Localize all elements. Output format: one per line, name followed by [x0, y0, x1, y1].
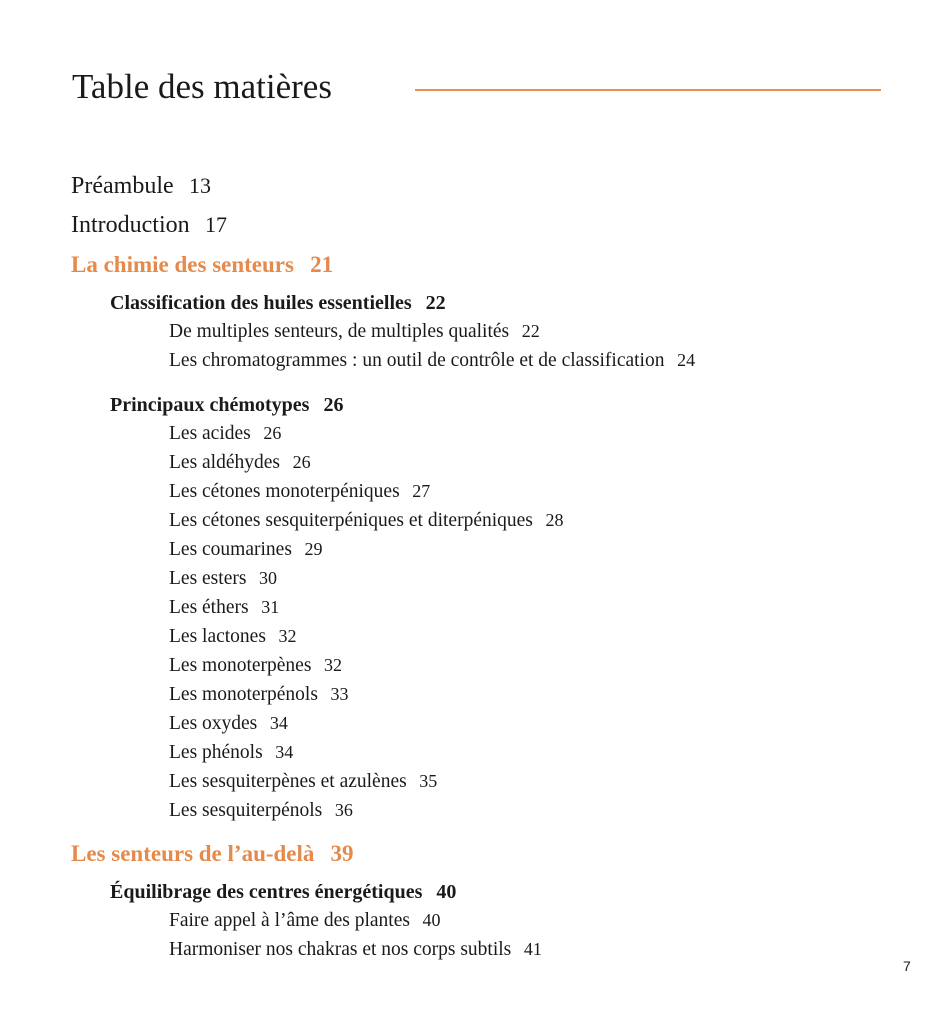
- toc-page-number: 35: [419, 771, 438, 791]
- toc-section[interactable]: [169, 511, 563, 531]
- toc-section[interactable]: [169, 598, 279, 618]
- toc-section[interactable]: [169, 424, 281, 444]
- toc-entry-preambule[interactable]: [71, 174, 211, 198]
- toc-section-label: Les cétones sesquiterpéniques et diterpéniques: [169, 510, 533, 531]
- toc-page-number: 26: [292, 452, 311, 472]
- toc-part-label: Les senteurs de l’au-delà: [71, 841, 315, 866]
- toc-section-label: Les phénols: [169, 742, 263, 763]
- toc-section-label: Les sesquiterpènes et azulènes: [169, 771, 407, 792]
- toc-page-number: 13: [189, 173, 212, 198]
- toc-entry-label: Introduction: [71, 212, 190, 238]
- toc-chapter-equilibrage[interactable]: [110, 882, 456, 902]
- toc-section-label: Les sesquiterpénols: [169, 800, 323, 821]
- toc-section-label: Les monoterpénols: [169, 684, 318, 705]
- toc-page-number: 31: [261, 597, 280, 617]
- toc-chapter-label: Classification des huiles essentielles: [110, 292, 412, 314]
- toc-page-number: 32: [278, 626, 297, 646]
- toc-page-number: 17: [205, 212, 228, 237]
- toc-page-number: 28: [545, 510, 564, 530]
- toc-chapter-label: Équilibrage des centres énergétiques: [110, 881, 423, 903]
- toc-page-number: 22: [521, 321, 540, 341]
- toc-page-number: 34: [269, 713, 288, 733]
- toc-page-number: 22: [425, 292, 446, 314]
- toc-section-label: Les éthers: [169, 597, 249, 618]
- toc-chapter-label: Principaux chémotypes: [110, 394, 310, 416]
- toc-page-number: 41: [523, 939, 542, 959]
- toc-page-number: 34: [275, 742, 294, 762]
- toc-section[interactable]: [169, 656, 342, 676]
- toc-page-number: 33: [330, 684, 349, 704]
- toc-entry-introduction[interactable]: [71, 213, 227, 237]
- toc-section-label: Harmoniser nos chakras et nos corps subtils: [169, 939, 512, 960]
- toc-page-number: 26: [263, 423, 282, 443]
- toc-part-senteurs-au-dela[interactable]: [71, 842, 354, 865]
- title-divider: [415, 89, 881, 91]
- toc-section[interactable]: [169, 685, 349, 705]
- toc-section-label: Les acides: [169, 423, 251, 444]
- toc-section-label: Les aldéhydes: [169, 452, 281, 473]
- toc-page-number: 32: [324, 655, 343, 675]
- toc-section[interactable]: [169, 714, 288, 734]
- toc-section[interactable]: [169, 627, 297, 647]
- toc-section-label: Les cétones monoterpéniques: [169, 481, 400, 502]
- toc-page-number: 21: [310, 252, 334, 277]
- toc-section-label: Les esters: [169, 568, 247, 589]
- toc-page-number: 27: [412, 481, 431, 501]
- toc-section[interactable]: [169, 743, 293, 763]
- toc-section[interactable]: [169, 540, 323, 560]
- toc-page-number: 36: [334, 800, 353, 820]
- toc-part-chimie-des-senteurs[interactable]: [71, 253, 333, 276]
- toc-page-number: 40: [436, 881, 457, 903]
- toc-part-label: La chimie des senteurs: [71, 252, 294, 277]
- toc-page-number: 40: [422, 910, 441, 930]
- toc-section-label: Les oxydes: [169, 713, 258, 734]
- toc-section[interactable]: [169, 801, 353, 821]
- toc-section[interactable]: [169, 569, 277, 589]
- toc-section-label: Les lactones: [169, 626, 266, 647]
- toc-section[interactable]: [169, 322, 540, 342]
- toc-chapter-chemotypes[interactable]: [110, 395, 343, 415]
- toc-section[interactable]: [169, 911, 441, 931]
- toc-section-label: Les chromatogrammes : un outil de contrôle et de classification: [169, 350, 665, 371]
- toc-section-label: De multiples senteurs, de multiples qualités: [169, 321, 510, 342]
- toc-section[interactable]: [169, 351, 695, 371]
- toc-section-label: Faire appel à l’âme des plantes: [169, 910, 410, 931]
- toc-section[interactable]: [169, 453, 311, 473]
- page-number: 7: [903, 958, 911, 974]
- toc-page-number: 39: [330, 841, 354, 866]
- page-title: Table des matières: [72, 67, 332, 106]
- toc-section-label: Les coumarines: [169, 539, 292, 560]
- toc-chapter-classification[interactable]: [110, 293, 446, 313]
- toc-section[interactable]: [169, 940, 542, 960]
- toc-page-number: 29: [304, 539, 323, 559]
- toc-page-number: 26: [323, 394, 344, 416]
- toc-section[interactable]: [169, 482, 430, 502]
- toc-section[interactable]: [169, 772, 437, 792]
- toc-section-label: Les monoterpènes: [169, 655, 312, 676]
- toc-page-number: 30: [259, 568, 278, 588]
- toc-page-number: 24: [677, 350, 696, 370]
- toc-entry-label: Préambule: [71, 173, 174, 199]
